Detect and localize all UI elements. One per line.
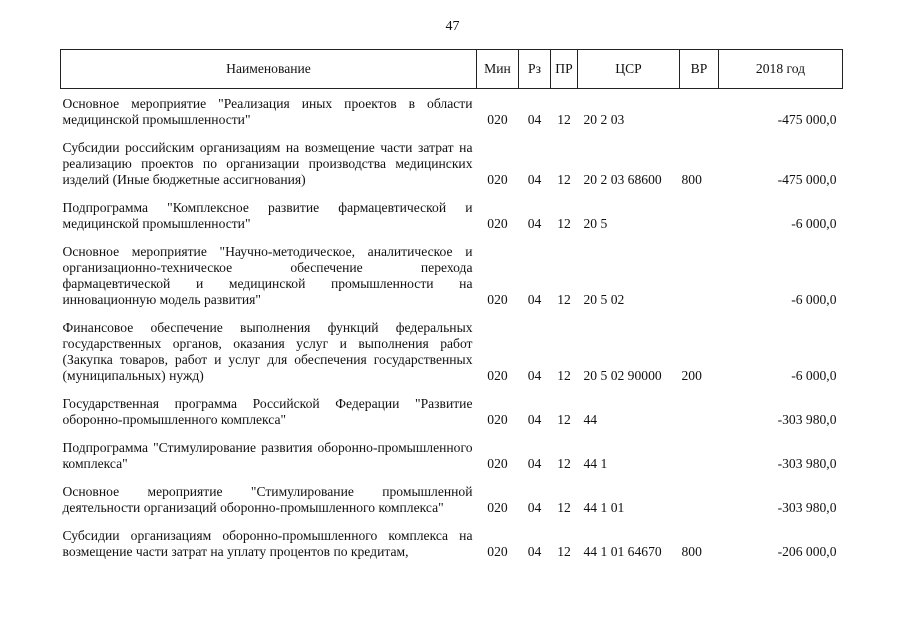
row-rz: 04 xyxy=(527,292,542,307)
row-amount: -475 000,0 xyxy=(777,112,837,127)
row-name: Основное мероприятие "Стимулирование промышленной деятельности организаций оборонно-промышленного комплекса" xyxy=(62,484,473,515)
row-csr: 20 5 xyxy=(583,216,608,231)
row-vr xyxy=(680,477,719,521)
row-name: Основное мероприятие "Реализация иных проектов в области медицинской промышленности" xyxy=(62,96,473,127)
row-vr xyxy=(680,89,719,134)
row-amount: -475 000,0 xyxy=(777,172,837,187)
row-min: 020 xyxy=(487,368,508,383)
row-min: 020 xyxy=(487,216,508,231)
page-number: 47 xyxy=(445,19,460,34)
row-pr: 12 xyxy=(557,456,571,471)
row-vr: 800 xyxy=(681,172,702,187)
row-amount: -303 980,0 xyxy=(777,412,837,427)
row-csr: 20 2 03 xyxy=(583,112,625,127)
row-rz: 04 xyxy=(527,500,542,515)
row-amount: -206 000,0 xyxy=(777,544,837,559)
row-min: 020 xyxy=(487,456,508,471)
row-vr xyxy=(680,193,719,237)
table-row xyxy=(61,133,843,193)
row-pr: 12 xyxy=(557,172,571,187)
row-pr: 12 xyxy=(557,412,571,427)
header-year: 2018 год xyxy=(719,50,843,89)
row-pr: 12 xyxy=(557,112,571,127)
row-vr: 800 xyxy=(681,544,702,559)
table-row xyxy=(61,237,843,313)
row-vr xyxy=(680,237,719,313)
header-row xyxy=(61,50,843,89)
row-amount: -303 980,0 xyxy=(777,456,837,471)
table-row xyxy=(61,433,843,477)
row-name: Субсидии российским организациям на возмещение части затрат на реализацию проектов по организации производства медицинских изделий (Иные бюджетные ассигнования) xyxy=(62,140,473,187)
table-header xyxy=(61,50,843,89)
row-vr xyxy=(680,433,719,477)
row-name: Подпрограмма "Стимулирование развития оборонно-промышленного комплекса" xyxy=(62,440,473,471)
row-min: 020 xyxy=(487,172,508,187)
table-row xyxy=(61,477,843,521)
row-vr xyxy=(680,389,719,433)
header-name: Наименование xyxy=(61,50,477,89)
row-pr: 12 xyxy=(557,500,571,515)
table-row xyxy=(61,193,843,237)
row-pr: 12 xyxy=(557,216,571,231)
row-rz: 04 xyxy=(527,216,542,231)
table-body xyxy=(61,89,843,566)
row-rz: 04 xyxy=(527,368,542,383)
row-pr: 12 xyxy=(557,544,571,559)
row-min: 020 xyxy=(487,112,508,127)
table-row xyxy=(61,521,843,565)
table-row xyxy=(61,313,843,389)
row-name: Субсидии организациям оборонно-промышленного комплекса на возмещение части затрат на уплату процентов по кредитам, xyxy=(62,528,473,559)
row-rz: 04 xyxy=(527,172,542,187)
header-vr: ВР xyxy=(680,50,719,89)
row-pr: 12 xyxy=(557,292,571,307)
row-csr: 44 xyxy=(583,412,598,427)
row-rz: 04 xyxy=(527,456,542,471)
row-name: Подпрограмма "Комплексное развитие фармацевтической и медицинской промышленности" xyxy=(62,200,473,231)
row-min: 020 xyxy=(487,500,508,515)
header-csr: ЦСР xyxy=(578,50,680,89)
row-amount: -6 000,0 xyxy=(791,368,837,383)
row-rz: 04 xyxy=(527,544,542,559)
row-csr: 20 2 03 68600 xyxy=(583,172,662,187)
row-csr: 44 1 01 64670 xyxy=(583,544,662,559)
row-amount: -6 000,0 xyxy=(791,216,837,231)
row-name: Основное мероприятие "Научно-методическое, аналитическое и организационно-техническое обеспечение перехода фармацевтической и медицинской промышленности на инновационную модель развития" xyxy=(62,244,473,307)
row-rz: 04 xyxy=(527,412,542,427)
header-pr: ПР xyxy=(551,50,578,89)
row-pr: 12 xyxy=(557,368,571,383)
row-min: 020 xyxy=(487,292,508,307)
row-name: Государственная программа Российской Федерации "Развитие оборонно-промышленного комплекса" xyxy=(62,396,473,427)
row-csr: 44 1 xyxy=(583,456,608,471)
row-min: 020 xyxy=(487,412,508,427)
table-row xyxy=(61,389,843,433)
row-amount: -303 980,0 xyxy=(777,500,837,515)
row-rz: 04 xyxy=(527,112,542,127)
row-csr: 44 1 01 xyxy=(583,500,625,515)
row-csr: 20 5 02 xyxy=(583,292,625,307)
row-vr: 200 xyxy=(681,368,702,383)
budget-table xyxy=(60,49,843,565)
row-csr: 20 5 02 90000 xyxy=(583,368,662,383)
table-row xyxy=(61,89,843,134)
row-amount: -6 000,0 xyxy=(791,292,837,307)
row-min: 020 xyxy=(487,544,508,559)
header-rz: Рз xyxy=(519,50,551,89)
header-min: Мин xyxy=(477,50,519,89)
row-name: Финансовое обеспечение выполнения функций федеральных государственных органов, оказания услуг и выполнения работ (Закупка товаров, работ и услуг для обеспечения государственных (муниципальных) нужд) xyxy=(62,320,473,383)
